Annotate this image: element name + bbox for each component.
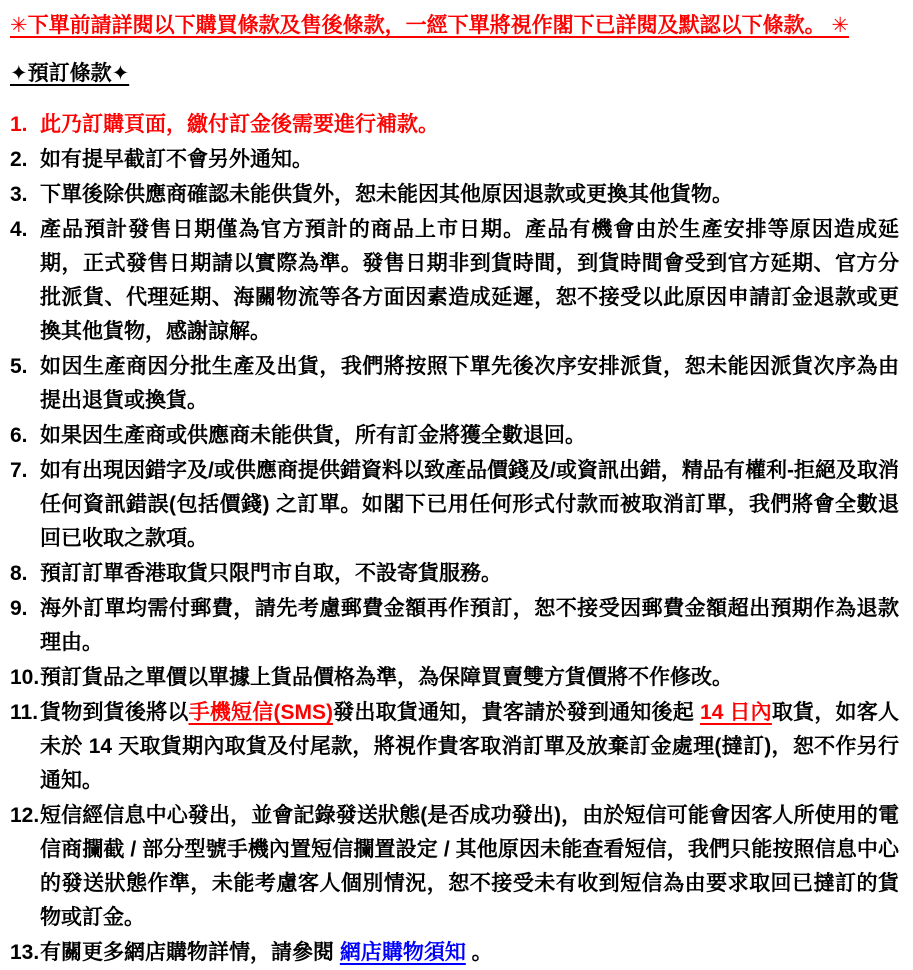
- sms-notice-highlight: 手機短信(SMS): [188, 701, 333, 724]
- term-text: [40, 557, 899, 591]
- term-text: [40, 696, 899, 798]
- term-segment: 。: [465, 941, 493, 964]
- term-segment: 短信經信息中心發出，並會記錄發送狀態(是否成功發出)，由於短信可能會因客人所使用的電信商攔截 / 部分型號手機內置短信攔置設定 / 其他原因未能查看短信，我們只能按照信息中心的發送狀態作準，未能考慮客人個別情況，恕不接受未有收到短信為由要求取回已撻訂的貨物或訂金。: [40, 804, 899, 929]
- term-item: [10, 213, 899, 349]
- term-segment: 下單後除供應商確認未能供貨外，恕未能因其他原因退款或更換其他貨物。: [40, 183, 733, 206]
- term-text: [40, 178, 899, 212]
- term-number: 1.: [10, 113, 28, 136]
- term-item: [10, 178, 899, 212]
- term-number: 5.: [10, 355, 28, 378]
- term-text: [40, 350, 899, 418]
- term-text: [40, 592, 899, 660]
- term-item: [10, 108, 899, 142]
- term-segment: 如有出現因錯字及/或供應商提供錯資料以致產品價錢及/或資訊出錯，精品有權利-拒絕及取消任何資訊錯誤(包括價錢) 之訂單。如閣下已用任何形式付款而被取消訂單，我們將會全數退回已收取之款項。: [40, 459, 899, 550]
- term-item: [10, 661, 899, 695]
- section-title-text: ✦預訂條款✦: [10, 62, 130, 85]
- term-number: 13.: [10, 941, 40, 964]
- term-item: [10, 454, 899, 556]
- term-item: [10, 419, 899, 453]
- term-item: [10, 936, 899, 970]
- term-text: [40, 661, 899, 695]
- term-text: [40, 454, 899, 556]
- term-segment: 貨物到貨後將以: [40, 701, 189, 724]
- term-segment: 如因生產商因分批生產及出貨，我們將按照下單先後次序安排派貨，恕未能因派貨次序為由提出退貨或換貨。: [40, 355, 899, 412]
- term-number: 10.: [10, 666, 40, 689]
- term-number: 7.: [10, 459, 28, 482]
- terms-list: [10, 108, 899, 970]
- term-segment: 產品預計發售日期僅為官方預計的商品上市日期。產品有機會由於生產安排等原因造成延期，正式發售日期請以實際為準。發售日期非到貨時間，到貨時間會受到官方延期、官方分批派貨、代理延期、海關物流等各方面因素造成延遲，恕不接受以此原因申請訂金退款或更換其他貨物，感謝諒解。: [40, 218, 899, 343]
- purchase-terms-warning-text: ✳下單前請詳閱以下購買條款及售後條款，一經下單將視作閣下已詳閱及默認以下條款。 ✳: [10, 14, 850, 37]
- term-number: 4.: [10, 218, 28, 241]
- term-number: 11.: [10, 701, 39, 724]
- term-segment: 預訂貨品之單價以單據上貨品價格為準，為保障買賣雙方貨價將不作修改。: [40, 666, 733, 689]
- term-text: [40, 936, 899, 970]
- term-text: [40, 799, 899, 935]
- term-item: [10, 696, 899, 798]
- term-text: [40, 213, 899, 349]
- term-number: 12.: [10, 804, 40, 827]
- term-text: [40, 108, 899, 142]
- term-item: [10, 143, 899, 177]
- term-segment: 如果因生產商或供應商未能供貨，所有訂金將獲全數退回。: [40, 424, 586, 447]
- store-shopping-guide-link[interactable]: 網店購物須知: [339, 941, 466, 964]
- term-segment: 取貨，如客人未於 14 天取貨期內取貨及付尾款，將視作貴客取消訂單及放棄訂金處理(撻訂)，恕不作另行通知。: [40, 701, 900, 792]
- term-number: 3.: [10, 183, 28, 206]
- term-segment: 此乃訂購頁面，繳付訂金後需要進行補款。: [40, 113, 439, 136]
- term-segment: 如有提早截訂不會另外通知。: [40, 148, 313, 171]
- term-segment: 海外訂單均需付郵費，請先考慮郵費金額再作預訂，恕不接受因郵費金額超出預期作為退款理由。: [40, 597, 899, 654]
- pickup-deadline-highlight: 14 日內: [700, 701, 772, 724]
- section-title-preorder-terms: [10, 57, 899, 90]
- term-text: [40, 419, 899, 453]
- term-number: 9.: [10, 597, 28, 620]
- term-item: [10, 799, 899, 935]
- term-segment: 有關更多網店購物詳情，請參閱: [40, 941, 340, 964]
- term-item: [10, 557, 899, 591]
- term-item: [10, 592, 899, 660]
- term-number: 2.: [10, 148, 28, 171]
- term-number: 6.: [10, 424, 28, 447]
- term-item: [10, 350, 899, 418]
- term-text: [40, 143, 899, 177]
- term-segment: 預訂訂單香港取貨只限門市自取，不設寄貨服務。: [40, 562, 502, 585]
- term-segment: 發出取貨通知，貴客請於發到通知後起: [332, 701, 701, 724]
- purchase-terms-warning-header: [10, 9, 899, 42]
- term-number: 8.: [10, 562, 28, 585]
